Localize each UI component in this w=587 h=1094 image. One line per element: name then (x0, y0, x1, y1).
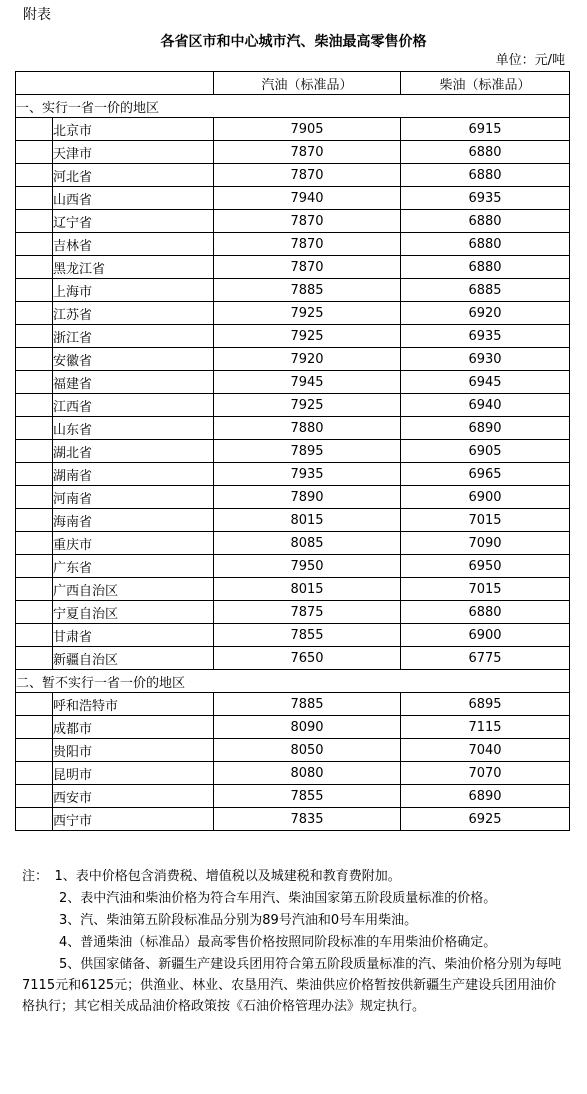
gasoline-price-cell: 7870 (214, 141, 401, 164)
table-row (16, 555, 570, 578)
note-4: 4、普通柴油（标准品）最高零售价格按照同阶段标准的车用柴油价格确定。 (59, 935, 497, 950)
price-table-body (16, 72, 570, 831)
gasoline-price-cell: 8090 (214, 716, 401, 739)
indent-cell (16, 762, 53, 785)
indent-cell (16, 739, 53, 762)
table-row (16, 440, 570, 463)
region-cell: 浙江省 (53, 325, 214, 348)
table-row (16, 693, 570, 716)
gasoline-price-cell: 7890 (214, 486, 401, 509)
gasoline-price-cell: 8050 (214, 739, 401, 762)
gasoline-price-cell: 7925 (214, 302, 401, 325)
region-cell: 黑龙江省 (53, 256, 214, 279)
region-cell: 宁夏自治区 (53, 601, 214, 624)
table-row (16, 279, 570, 302)
region-cell: 北京市 (53, 118, 214, 141)
indent-cell (16, 210, 53, 233)
gasoline-price-cell: 7935 (214, 463, 401, 486)
region-cell: 重庆市 (53, 532, 214, 555)
gasoline-price-cell: 8015 (214, 578, 401, 601)
diesel-price-cell: 6880 (401, 141, 570, 164)
notes (22, 866, 562, 1018)
gasoline-price-cell: 7925 (214, 394, 401, 417)
diesel-price-cell: 6935 (401, 325, 570, 348)
diesel-price-cell: 6895 (401, 693, 570, 716)
diesel-price-cell: 7015 (401, 509, 570, 532)
section-title: 一、实行一省一价的地区 (16, 95, 570, 118)
gasoline-price-cell: 8080 (214, 762, 401, 785)
region-cell: 广西自治区 (53, 578, 214, 601)
gasoline-price-cell: 7870 (214, 256, 401, 279)
table-row (16, 532, 570, 555)
gasoline-price-cell: 7880 (214, 417, 401, 440)
diesel-price-cell: 7040 (401, 739, 570, 762)
unit-label: 单位：元/吨 (495, 53, 565, 68)
region-cell: 河北省 (53, 164, 214, 187)
indent-cell (16, 187, 53, 210)
header-gasoline: 汽油（标准品） (214, 72, 401, 95)
indent-cell (16, 141, 53, 164)
gasoline-price-cell: 7940 (214, 187, 401, 210)
table-row (16, 302, 570, 325)
table-row (16, 647, 570, 670)
table-row (16, 624, 570, 647)
indent-cell (16, 647, 53, 670)
table-row (16, 578, 570, 601)
region-cell: 天津市 (53, 141, 214, 164)
indent-cell (16, 555, 53, 578)
table-row (16, 509, 570, 532)
note-5: 5、供国家储备、新疆生产建设兵团用符合第五阶段质量标准的汽、柴油价格分别为每吨7115元和6125元；供渔业、林业、农垦用汽、柴油供应价格暂按供新疆生产建设兵团用油价格执行；其它相关成品油价格政策按《石油价格管理办法》规定执行。 (22, 957, 562, 1014)
diesel-price-cell: 6880 (401, 256, 570, 279)
note-2: 2、表中汽油和柴油价格为符合车用汽、柴油国家第五阶段质量标准的价格。 (59, 891, 497, 906)
gasoline-price-cell: 7870 (214, 233, 401, 256)
table-row (16, 348, 570, 371)
table-row (16, 141, 570, 164)
region-cell: 贵阳市 (53, 739, 214, 762)
region-cell: 辽宁省 (53, 210, 214, 233)
region-cell: 山西省 (53, 187, 214, 210)
indent-cell (16, 785, 53, 808)
diesel-price-cell: 7015 (401, 578, 570, 601)
diesel-price-cell: 6945 (401, 371, 570, 394)
indent-cell (16, 693, 53, 716)
table-row (16, 463, 570, 486)
indent-cell (16, 601, 53, 624)
table-row (16, 371, 570, 394)
table-row (16, 739, 570, 762)
indent-cell (16, 279, 53, 302)
indent-cell (16, 302, 53, 325)
region-cell: 江苏省 (53, 302, 214, 325)
table-row (16, 601, 570, 624)
region-cell: 西宁市 (53, 808, 214, 831)
gasoline-price-cell: 7925 (214, 325, 401, 348)
page-title: 各省区市和中心城市汽、柴油最高零售价格 (160, 34, 427, 50)
region-cell: 湖北省 (53, 440, 214, 463)
table-row (16, 210, 570, 233)
indent-cell (16, 509, 53, 532)
gasoline-price-cell: 7875 (214, 601, 401, 624)
indent-cell (16, 624, 53, 647)
region-cell: 海南省 (53, 509, 214, 532)
gasoline-price-cell: 7870 (214, 164, 401, 187)
indent-cell (16, 348, 53, 371)
table-row (16, 808, 570, 831)
gasoline-price-cell: 8015 (214, 509, 401, 532)
table-row (16, 762, 570, 785)
table-row (16, 325, 570, 348)
region-cell: 河南省 (53, 486, 214, 509)
doc-label: 附表 (23, 7, 51, 23)
region-cell: 西安市 (53, 785, 214, 808)
diesel-price-cell: 6890 (401, 785, 570, 808)
table-row (16, 716, 570, 739)
header-diesel: 柴油（标准品） (401, 72, 570, 95)
diesel-price-cell: 6905 (401, 440, 570, 463)
section-row (16, 670, 570, 693)
gasoline-price-cell: 7885 (214, 693, 401, 716)
section-row (16, 95, 570, 118)
region-cell: 广东省 (53, 555, 214, 578)
gasoline-price-cell: 7870 (214, 210, 401, 233)
region-cell: 甘肃省 (53, 624, 214, 647)
indent-cell (16, 486, 53, 509)
table-row (16, 486, 570, 509)
gasoline-price-cell: 7945 (214, 371, 401, 394)
note-1: 注： 1、表中价格包含消费税、增值税以及城建税和教育费附加。 (22, 869, 401, 884)
indent-cell (16, 256, 53, 279)
table-row (16, 187, 570, 210)
table-row (16, 233, 570, 256)
table-row (16, 256, 570, 279)
indent-cell (16, 578, 53, 601)
gasoline-price-cell: 7855 (214, 785, 401, 808)
region-cell: 山东省 (53, 417, 214, 440)
table-row (16, 164, 570, 187)
indent-cell (16, 164, 53, 187)
diesel-price-cell: 7090 (401, 532, 570, 555)
gasoline-price-cell: 7650 (214, 647, 401, 670)
gasoline-price-cell: 7905 (214, 118, 401, 141)
indent-cell (16, 394, 53, 417)
region-cell: 上海市 (53, 279, 214, 302)
diesel-price-cell: 7070 (401, 762, 570, 785)
section-title: 二、暂不实行一省一价的地区 (16, 670, 570, 693)
diesel-price-cell: 6880 (401, 164, 570, 187)
diesel-price-cell: 6900 (401, 624, 570, 647)
gasoline-price-cell: 7835 (214, 808, 401, 831)
indent-cell (16, 325, 53, 348)
table-row (16, 118, 570, 141)
header-blank-cell (16, 72, 214, 95)
indent-cell (16, 463, 53, 486)
diesel-price-cell: 6775 (401, 647, 570, 670)
region-cell: 吉林省 (53, 233, 214, 256)
table-row (16, 417, 570, 440)
note-3: 3、汽、柴油第五阶段标准品分别为89号汽油和0号车用柴油。 (59, 913, 418, 928)
diesel-price-cell: 6885 (401, 279, 570, 302)
diesel-price-cell: 6915 (401, 118, 570, 141)
gasoline-price-cell: 7855 (214, 624, 401, 647)
diesel-price-cell: 6880 (401, 601, 570, 624)
diesel-price-cell: 6900 (401, 486, 570, 509)
header-row (16, 72, 570, 95)
indent-cell (16, 417, 53, 440)
gasoline-price-cell: 7885 (214, 279, 401, 302)
indent-cell (16, 532, 53, 555)
diesel-price-cell: 7115 (401, 716, 570, 739)
indent-cell (16, 440, 53, 463)
indent-cell (16, 808, 53, 831)
region-cell: 呼和浩特市 (53, 693, 214, 716)
table-row (16, 394, 570, 417)
region-cell: 成都市 (53, 716, 214, 739)
region-cell: 新疆自治区 (53, 647, 214, 670)
diesel-price-cell: 6925 (401, 808, 570, 831)
diesel-price-cell: 6890 (401, 417, 570, 440)
diesel-price-cell: 6950 (401, 555, 570, 578)
indent-cell (16, 118, 53, 141)
indent-cell (16, 716, 53, 739)
diesel-price-cell: 6880 (401, 210, 570, 233)
region-cell: 福建省 (53, 371, 214, 394)
gasoline-price-cell: 8085 (214, 532, 401, 555)
region-cell: 江西省 (53, 394, 214, 417)
gasoline-price-cell: 7920 (214, 348, 401, 371)
diesel-price-cell: 6880 (401, 233, 570, 256)
diesel-price-cell: 6965 (401, 463, 570, 486)
region-cell: 安徽省 (53, 348, 214, 371)
diesel-price-cell: 6940 (401, 394, 570, 417)
table-row (16, 785, 570, 808)
diesel-price-cell: 6935 (401, 187, 570, 210)
region-cell: 昆明市 (53, 762, 214, 785)
price-table (15, 71, 570, 831)
diesel-price-cell: 6920 (401, 302, 570, 325)
diesel-price-cell: 6930 (401, 348, 570, 371)
indent-cell (16, 233, 53, 256)
gasoline-price-cell: 7950 (214, 555, 401, 578)
region-cell: 湖南省 (53, 463, 214, 486)
indent-cell (16, 371, 53, 394)
gasoline-price-cell: 7895 (214, 440, 401, 463)
